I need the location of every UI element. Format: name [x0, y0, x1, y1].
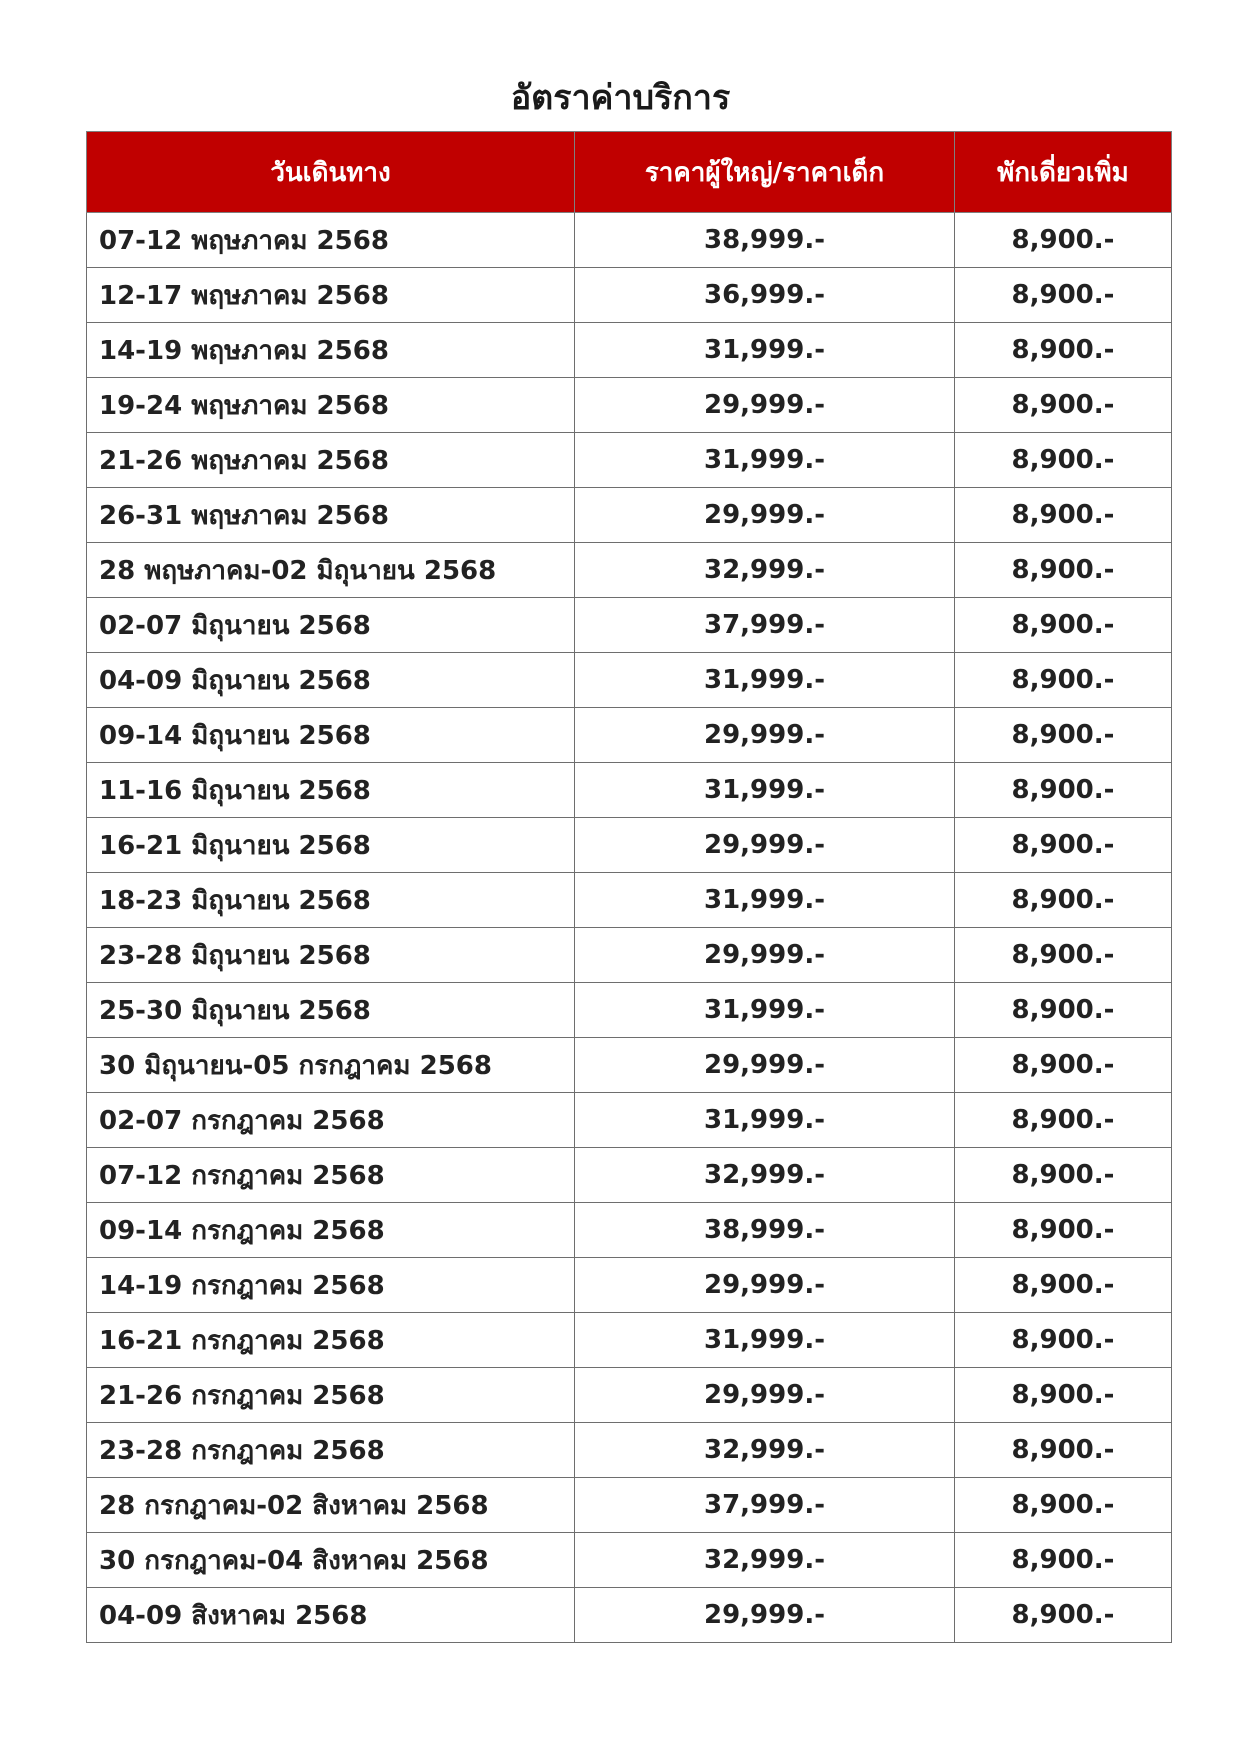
table-row: [87, 1533, 1172, 1588]
table-row: [87, 1313, 1172, 1368]
table-row: [87, 1203, 1172, 1258]
single-supplement-cell: 8,900.-: [955, 1203, 1172, 1258]
travel-date-cell: 18-23 มิถุนายน 2568: [87, 873, 575, 928]
table-row: [87, 598, 1172, 653]
price-cell: 31,999.-: [575, 1313, 955, 1368]
price-cell: 29,999.-: [575, 818, 955, 873]
travel-date-cell: 11-16 มิถุนายน 2568: [87, 763, 575, 818]
table-row: [87, 378, 1172, 433]
travel-date-cell: 30 กรกฎาคม-04 สิงหาคม 2568: [87, 1533, 575, 1588]
price-cell: 31,999.-: [575, 653, 955, 708]
travel-date-cell: 26-31 พฤษภาคม 2568: [87, 488, 575, 543]
single-supplement-cell: 8,900.-: [955, 708, 1172, 763]
price-cell: 32,999.-: [575, 1423, 955, 1478]
price-cell: 31,999.-: [575, 873, 955, 928]
travel-date-cell: 09-14 มิถุนายน 2568: [87, 708, 575, 763]
price-cell: 37,999.-: [575, 1478, 955, 1533]
single-supplement-cell: 8,900.-: [955, 1423, 1172, 1478]
travel-date-cell: 16-21 มิถุนายน 2568: [87, 818, 575, 873]
single-supplement-cell: 8,900.-: [955, 323, 1172, 378]
table-header: [87, 132, 1172, 213]
single-supplement-cell: 8,900.-: [955, 1368, 1172, 1423]
table-body: [87, 213, 1172, 1643]
single-supplement-cell: 8,900.-: [955, 1478, 1172, 1533]
header-single-supplement: พักเดี่ยวเพิ่ม: [955, 132, 1172, 213]
single-supplement-cell: 8,900.-: [955, 1533, 1172, 1588]
travel-date-cell: 19-24 พฤษภาคม 2568: [87, 378, 575, 433]
single-supplement-cell: 8,900.-: [955, 928, 1172, 983]
table-row: [87, 543, 1172, 598]
table-row: [87, 983, 1172, 1038]
travel-date-cell: 23-28 กรกฎาคม 2568: [87, 1423, 575, 1478]
single-supplement-cell: 8,900.-: [955, 598, 1172, 653]
price-cell: 38,999.-: [575, 213, 955, 268]
price-cell: 32,999.-: [575, 1148, 955, 1203]
table-row: [87, 1478, 1172, 1533]
price-cell: 29,999.-: [575, 488, 955, 543]
table-row: [87, 433, 1172, 488]
travel-date-cell: 28 พฤษภาคม-02 มิถุนายน 2568: [87, 543, 575, 598]
table-row: [87, 1423, 1172, 1478]
table-row: [87, 488, 1172, 543]
single-supplement-cell: 8,900.-: [955, 1148, 1172, 1203]
table-row: [87, 763, 1172, 818]
table-row: [87, 1148, 1172, 1203]
price-cell: 29,999.-: [575, 928, 955, 983]
header-travel-date: วันเดินทาง: [87, 132, 575, 213]
travel-date-cell: 30 มิถุนายน-05 กรกฎาคม 2568: [87, 1038, 575, 1093]
travel-date-cell: 21-26 พฤษภาคม 2568: [87, 433, 575, 488]
single-supplement-cell: 8,900.-: [955, 873, 1172, 928]
header-price-adult-child: ราคาผู้ใหญ่/ราคาเด็ก: [575, 132, 955, 213]
price-cell: 31,999.-: [575, 323, 955, 378]
price-cell: 29,999.-: [575, 1258, 955, 1313]
price-cell: 31,999.-: [575, 983, 955, 1038]
travel-date-cell: 28 กรกฎาคม-02 สิงหาคม 2568: [87, 1478, 575, 1533]
price-cell: 29,999.-: [575, 378, 955, 433]
travel-date-cell: 04-09 สิงหาคม 2568: [87, 1588, 575, 1643]
travel-date-cell: 25-30 มิถุนายน 2568: [87, 983, 575, 1038]
single-supplement-cell: 8,900.-: [955, 268, 1172, 323]
single-supplement-cell: 8,900.-: [955, 1313, 1172, 1368]
travel-date-cell: 14-19 พฤษภาคม 2568: [87, 323, 575, 378]
price-cell: 31,999.-: [575, 433, 955, 488]
single-supplement-cell: 8,900.-: [955, 763, 1172, 818]
page-title: อัตราค่าบริการ: [510, 78, 731, 118]
travel-date-cell: 12-17 พฤษภาคม 2568: [87, 268, 575, 323]
table-row: [87, 873, 1172, 928]
single-supplement-cell: 8,900.-: [955, 433, 1172, 488]
travel-date-cell: 14-19 กรกฎาคม 2568: [87, 1258, 575, 1313]
table-row: [87, 708, 1172, 763]
single-supplement-cell: 8,900.-: [955, 1588, 1172, 1643]
table-row: [87, 1588, 1172, 1643]
table-row: [87, 1368, 1172, 1423]
travel-date-cell: 02-07 มิถุนายน 2568: [87, 598, 575, 653]
travel-date-cell: 09-14 กรกฎาคม 2568: [87, 1203, 575, 1258]
price-cell: 32,999.-: [575, 1533, 955, 1588]
table-row: [87, 1038, 1172, 1093]
travel-date-cell: 23-28 มิถุนายน 2568: [87, 928, 575, 983]
single-supplement-cell: 8,900.-: [955, 818, 1172, 873]
table-row: [87, 213, 1172, 268]
price-cell: 31,999.-: [575, 763, 955, 818]
travel-date-cell: 07-12 พฤษภาคม 2568: [87, 213, 575, 268]
single-supplement-cell: 8,900.-: [955, 653, 1172, 708]
price-cell: 38,999.-: [575, 1203, 955, 1258]
table-row: [87, 818, 1172, 873]
price-cell: 32,999.-: [575, 543, 955, 598]
table-row: [87, 928, 1172, 983]
table-row: [87, 1093, 1172, 1148]
price-cell: 36,999.-: [575, 268, 955, 323]
travel-date-cell: 04-09 มิถุนายน 2568: [87, 653, 575, 708]
price-cell: 29,999.-: [575, 1038, 955, 1093]
price-cell: 29,999.-: [575, 708, 955, 763]
header-row: [87, 132, 1172, 213]
single-supplement-cell: 8,900.-: [955, 1038, 1172, 1093]
table-row: [87, 653, 1172, 708]
rate-table: [86, 131, 1172, 1643]
single-supplement-cell: 8,900.-: [955, 488, 1172, 543]
single-supplement-cell: 8,900.-: [955, 1093, 1172, 1148]
single-supplement-cell: 8,900.-: [955, 213, 1172, 268]
single-supplement-cell: 8,900.-: [955, 983, 1172, 1038]
single-supplement-cell: 8,900.-: [955, 378, 1172, 433]
table-row: [87, 268, 1172, 323]
price-cell: 37,999.-: [575, 598, 955, 653]
price-cell: 31,999.-: [575, 1093, 955, 1148]
travel-date-cell: 21-26 กรกฎาคม 2568: [87, 1368, 575, 1423]
price-cell: 29,999.-: [575, 1588, 955, 1643]
travel-date-cell: 16-21 กรกฎาคม 2568: [87, 1313, 575, 1368]
single-supplement-cell: 8,900.-: [955, 1258, 1172, 1313]
price-cell: 29,999.-: [575, 1368, 955, 1423]
travel-date-cell: 07-12 กรกฎาคม 2568: [87, 1148, 575, 1203]
single-supplement-cell: 8,900.-: [955, 543, 1172, 598]
travel-date-cell: 02-07 กรกฎาคม 2568: [87, 1093, 575, 1148]
table-row: [87, 323, 1172, 378]
table-row: [87, 1258, 1172, 1313]
